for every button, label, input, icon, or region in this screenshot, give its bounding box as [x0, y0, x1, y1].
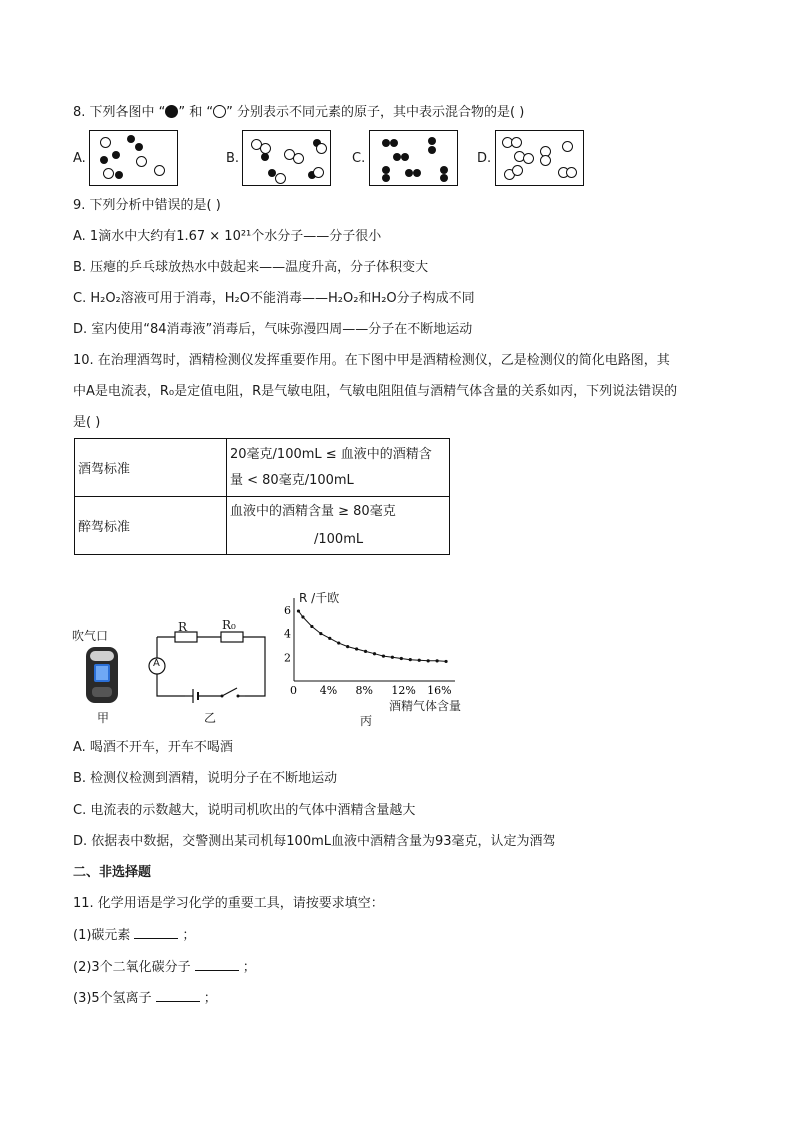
q8-option-c-label: C.	[352, 151, 366, 166]
chart-x-axis-label: 酒精气体含量	[389, 699, 462, 713]
data-point	[301, 615, 304, 618]
q10-option-c[interactable]: C. 电流表的示数越大，说明司机吹出的气体中酒精含量越大	[73, 803, 416, 818]
ammeter-label: A	[153, 658, 160, 669]
atom-icon	[428, 146, 436, 154]
data-point	[418, 659, 421, 662]
atom-icon	[275, 173, 286, 184]
q10-stem-line1: 10. 在治理酒驾时，酒精检测仪发挥重要作用。在下图中甲是酒精检测仪，乙是检测仪的简化电路图，其	[73, 353, 670, 368]
q8-option-d-box[interactable]	[495, 130, 584, 186]
table-cell-value	[227, 497, 450, 555]
q11-part2	[73, 958, 256, 977]
atom-icon	[382, 174, 390, 182]
table-cell-value-line: 量 < 80毫克/100mL	[230, 472, 354, 488]
hollow-circle-icon	[213, 105, 226, 118]
q8-option-b-label: B.	[226, 151, 240, 166]
table-cell-value-line: 血液中的酒精含量 ≥ 80毫克	[230, 503, 396, 519]
q8-option-c-box[interactable]	[369, 130, 458, 186]
filled-circle-icon	[165, 105, 178, 118]
data-point	[400, 657, 403, 660]
q11-part3-end: ；	[203, 991, 217, 1006]
answer-blank[interactable]	[134, 926, 178, 939]
q8-option-a-label: A.	[73, 151, 86, 166]
atom-icon	[566, 167, 577, 178]
atom-icon	[112, 151, 120, 159]
atom-icon	[316, 143, 327, 154]
q10-stem-line3: 是( )	[73, 415, 101, 430]
y-tick-label: 6	[284, 603, 291, 617]
q11-part1	[73, 926, 195, 945]
q11-part1-end: ；	[182, 928, 196, 943]
q8-stem-pre: 8. 下列各图中 “	[73, 105, 166, 120]
atom-icon	[293, 153, 304, 164]
data-point	[297, 609, 300, 612]
q11-part3	[73, 989, 217, 1008]
table-row	[75, 497, 450, 555]
atom-icon	[401, 153, 409, 161]
data-point	[444, 660, 447, 663]
atom-icon	[440, 166, 448, 174]
q11-part1-label: (1)碳元素	[73, 928, 131, 943]
atom-icon	[100, 156, 108, 164]
table-cell-value-line: /100mL	[314, 531, 364, 547]
answer-blank[interactable]	[195, 958, 239, 971]
data-point	[382, 655, 385, 658]
resistor-r0-label: R₀	[222, 618, 236, 632]
atom-icon	[313, 167, 324, 178]
atom-icon	[511, 137, 522, 148]
x-tick-label: 12%	[391, 684, 416, 697]
atom-icon	[100, 137, 111, 148]
atom-icon	[135, 143, 143, 151]
table-cell-label: 酒驾标准	[75, 439, 227, 497]
x-tick-label: 4%	[319, 684, 338, 697]
q9-option-a[interactable]: A. 1滴水中大约有1.67 × 10²¹个水分子——分子很小	[73, 229, 382, 244]
table-cell-value-line: 20毫克/100mL ≤ 血液中的酒精含	[230, 446, 432, 462]
q10-option-d[interactable]: D. 依据表中数据，交警测出某司机每100mL血液中酒精含量为93毫克，认定为酒驾	[73, 834, 556, 849]
q11-part2-end: ；	[242, 960, 256, 975]
atom-icon	[512, 165, 523, 176]
x-tick-label: 8%	[355, 684, 374, 697]
q10-stem-line2: 中A是电流表，R₀是定值电阻，R是气敏电阻，气敏电阻阻值与酒精气体含量的关系如丙，下列说法错误的	[73, 384, 678, 399]
q10-option-b[interactable]: B. 检测仪检测到酒精，说明分子在不断地运动	[73, 771, 338, 786]
table-row	[75, 439, 450, 497]
atom-icon	[523, 153, 534, 164]
q11-part3-label: (3)5个氢离子	[73, 991, 152, 1006]
resistor-r-label: R	[178, 620, 188, 634]
x-tick-label: 16%	[427, 684, 452, 697]
alcohol-standard-table	[74, 438, 450, 555]
atom-icon	[428, 137, 436, 145]
atom-icon	[540, 155, 551, 166]
q11-stem: 11. 化学用语是学习化学的重要工具，请按要求填空：	[73, 896, 384, 911]
atom-icon	[440, 174, 448, 182]
data-point	[436, 659, 439, 662]
q10-option-a[interactable]: A. 喝酒不开车，开车不喝酒	[73, 740, 233, 755]
y-tick-label: 4	[284, 627, 291, 641]
data-point	[364, 650, 367, 653]
figure-jia-caption: 甲	[97, 711, 110, 725]
figure-yi-caption: 乙	[204, 711, 217, 725]
q8-stem-mid: ” 和 “	[178, 105, 214, 120]
q9-option-c[interactable]: C. H₂O₂溶液可用于消毒，H₂O不能消毒——H₂O₂和H₂O分子构成不同	[73, 291, 475, 306]
q8-option-d-label: D.	[477, 151, 492, 166]
x-tick-label: 0	[290, 684, 297, 697]
data-point	[409, 658, 412, 661]
chart-y-axis-label: R /千欧	[299, 591, 340, 605]
atom-icon	[136, 156, 147, 167]
resistance-chart	[280, 588, 480, 708]
circuit-diagram	[145, 620, 270, 705]
atom-icon	[382, 166, 390, 174]
atom-icon	[390, 139, 398, 147]
q9-stem: 9. 下列分析中错误的是( )	[73, 198, 221, 213]
atom-icon	[382, 139, 390, 147]
data-point	[328, 637, 331, 640]
atom-icon	[154, 165, 165, 176]
atom-icon	[393, 153, 401, 161]
y-tick-label: 2	[284, 651, 291, 665]
breathalyzer-icon	[82, 645, 122, 705]
breathalyzer-title: 吹气口	[72, 629, 109, 643]
series-curve	[299, 611, 447, 661]
atom-icon	[562, 141, 573, 152]
data-point	[355, 647, 358, 650]
atom-icon	[261, 153, 269, 161]
figure-bing-caption: 丙	[360, 714, 373, 728]
atom-icon	[405, 169, 413, 177]
data-point	[373, 652, 376, 655]
q11-part2-label: (2)3个二氧化碳分子	[73, 960, 191, 975]
q8-stem	[73, 104, 524, 122]
section-heading: 二、非选择题	[73, 865, 152, 880]
atom-icon	[127, 135, 135, 143]
data-point	[346, 645, 349, 648]
data-point	[310, 625, 313, 628]
data-point	[391, 656, 394, 659]
table-cell-label: 醉驾标准	[75, 497, 227, 555]
data-point	[319, 632, 322, 635]
q8-stem-post: ” 分别表示不同元素的原子，其中表示混合物的是( )	[226, 105, 525, 120]
data-point	[427, 659, 430, 662]
q8-option-a-box[interactable]	[89, 130, 178, 186]
data-point	[337, 641, 340, 644]
table-cell-value	[227, 439, 450, 497]
q9-option-b[interactable]: B. 压瘪的乒乓球放热水中鼓起来——温度升高，分子体积变大	[73, 260, 429, 275]
q8-option-b-box[interactable]	[242, 130, 331, 186]
answer-blank[interactable]	[156, 989, 200, 1002]
atom-icon	[413, 169, 421, 177]
atom-icon	[115, 171, 123, 179]
q9-option-d[interactable]: D. 室内使用“84消毒液”消毒后，气味弥漫四周——分子在不断地运动	[73, 322, 473, 337]
atom-icon	[103, 168, 114, 179]
